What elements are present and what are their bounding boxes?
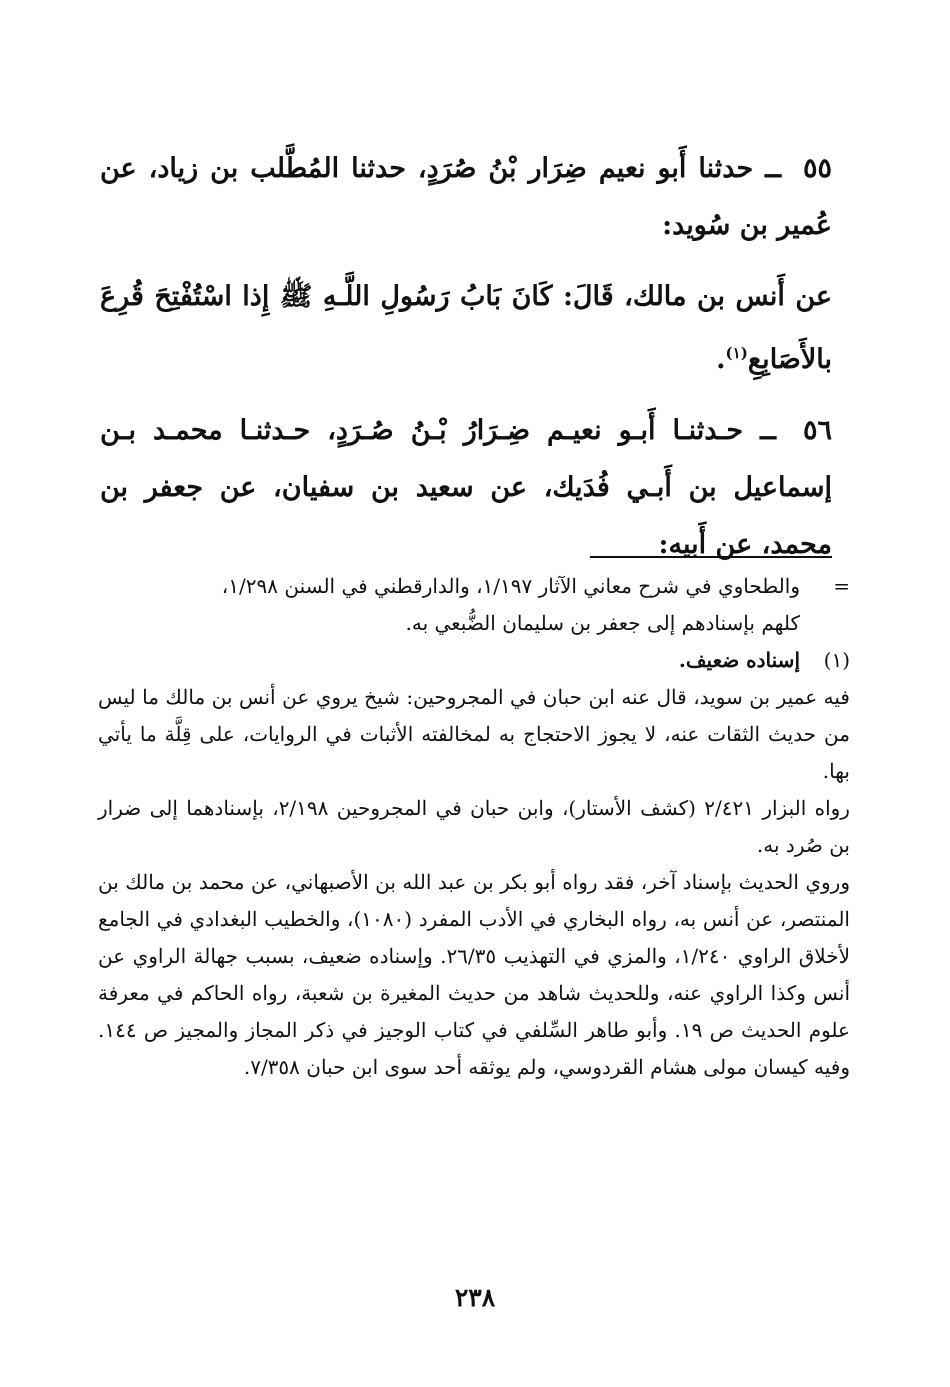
footnote-continuation bbox=[98, 568, 850, 642]
hadith-55-isnad bbox=[100, 140, 832, 254]
footnote-separator bbox=[590, 556, 832, 558]
hadith-number: ٥٥ bbox=[802, 153, 832, 184]
footnote-line: والطحاوي في شرح معاني الآثار ١/١٩٧، والدارقطني في السنن ١/٢٩٨، bbox=[221, 574, 800, 598]
page-number: ٢٣٨ bbox=[454, 1283, 496, 1312]
footnote-marker: (١) bbox=[823, 648, 850, 672]
footnote-heading: إسناده ضعيف. bbox=[678, 648, 800, 672]
isnad-text: ــ حدثنا أَبو نعيم ضِرَار بْنُ صُرَدٍ، حدثنا المُطَّلب بن زياد، عن عُمير بن سُويد: bbox=[100, 153, 832, 241]
hadith-55-matn bbox=[100, 268, 832, 388]
sentence-end: . bbox=[716, 344, 726, 375]
hadith-56-isnad bbox=[100, 402, 832, 573]
footnote-1-body bbox=[98, 679, 850, 1086]
footnote-paragraph: رواه البزار ٢/٤٢١ (كشف الأستار)، وابن حبان في المجروحين ٢/١٩٨، بإسنادهما إلى ضرار بن صُرد به. bbox=[98, 796, 850, 857]
main-text bbox=[100, 140, 832, 587]
matn-text: عن أَنس بن مالك، قَالَ: كَانَ بَابُ رَسُولِ اللَّـهِ ﷺ إِذا اسْتُفْتِحَ قُرِعَ بالأَصَابِعِ bbox=[100, 281, 832, 375]
footnote-paragraph: وروي الحديث بإسناد آخر، فقد رواه أبو بكر بن عبد الله بن الأصبهاني، عن محمد بن مالك بن المنتصر، عن أنس به، رواه البخاري في الأدب المفرد (١٠٨٠)، والخطيب البغدادي في الجامع لأخلاق الراوي ١/٢٤٠، والمزي في التهذيب ٢٦/٣٥. وإسناده ضعيف، بسبب جهالة الراوي عن أنس وكذا الراوي عنه، وللحديث شاهد من حديث المغيرة بن شعبة، رواه الحاكم في معرفة علوم الحديث ص ١٩. وأبو طاهر السِّلفي في كتاب الوجيز في ذكر المجاز والمجيز ص ١٤٤. وفيه كيسان مولى هشام القردوسي، ولم يوثقه أحد سوى ابن حبان ٧/٣٥٨. bbox=[98, 870, 850, 1079]
footnote-1 bbox=[98, 642, 850, 679]
isnad-text: ــ حـدثنـا أَبـو نعيـم ضِـرَارُ بْـنُ صُـرَدٍ، حـدثنـا محمـد بـن إسماعيل بن أَبـي فُدَيك، عن سعيد بن سفيان، عن جعفر بن محمد، عن أَبيه: bbox=[100, 415, 832, 560]
footnote-line: كلهم بإسنادهم إلى جعفر بن سليمان الضُّبعي به. bbox=[405, 611, 800, 635]
footnote-paragraph: فيه عمير بن سويد، قال عنه ابن حبان في المجروحين: شيخ يروي عن أنس بن مالك ما ليس من حديث الثقات عنه، لا يجوز الاحتجاج به لمخالفته الأثبات في الروايات، على قِلَّة ما يأتي بها. bbox=[98, 685, 850, 783]
continuation-marker: = bbox=[833, 574, 850, 598]
footnote-ref: (١) bbox=[725, 344, 748, 362]
hadith-number: ٥٦ bbox=[802, 415, 832, 446]
footnotes bbox=[98, 568, 850, 1086]
